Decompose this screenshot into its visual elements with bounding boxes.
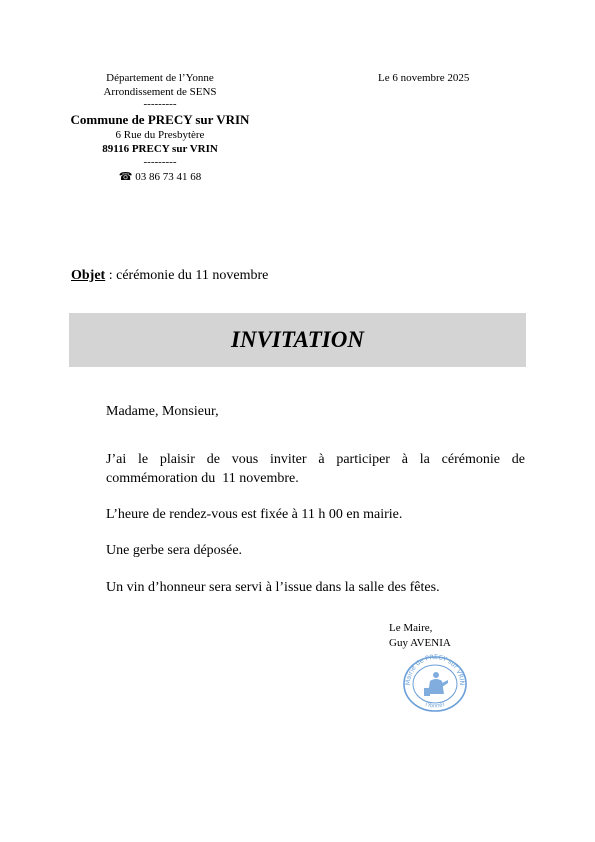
subject-line — [71, 268, 268, 284]
subject-label: Objet — [71, 268, 106, 283]
paragraph-4: Un vin d’honneur sera servi à l’issue dans la salle des fêtes. — [106, 580, 440, 595]
signature-name: Guy AVENIA — [389, 637, 451, 649]
stamp-seal-icon — [400, 654, 470, 714]
letterhead-address-line2: 89116 PRECY sur VRIN — [102, 143, 218, 155]
phone-number: 03 86 73 41 68 — [135, 171, 202, 183]
signature-role: Le Maire, — [389, 622, 433, 634]
subject-text: : cérémonie du 11 novembre — [105, 268, 269, 283]
letterhead-separator-2: --------- — [143, 156, 177, 168]
telephone-icon: ☎ — [118, 170, 133, 183]
greeting: Madame, Monsieur, — [106, 404, 219, 419]
letterhead-department: Département de l’Yonne — [106, 72, 214, 84]
letter-date: Le 6 novembre 2025 — [378, 72, 470, 84]
letterhead-phone — [75, 170, 245, 183]
letterhead-address-line1: 6 Rue du Presbytère — [115, 129, 205, 141]
paragraph-2: L’heure de rendez-vous est fixée à 11 h 00 en mairie. — [106, 507, 403, 522]
paragraph-1-line-1: J’ai le plaisir de vous inviter à participer à la cérémonie de — [106, 452, 525, 467]
letterhead-separator: --------- — [143, 98, 177, 110]
letterhead-arrondissement: Arrondissement de SENS — [103, 86, 217, 98]
stamp-emblem-icon — [424, 672, 448, 696]
stamp-text-top: Mairie de PRECY sur VRIN — [404, 654, 466, 686]
banner-title: INVITATION — [231, 327, 364, 352]
mairie-stamp — [400, 654, 470, 714]
paragraph-3: Une gerbe sera déposée. — [106, 543, 243, 558]
paragraph-1-line-2: commémoration du 11 novembre. — [106, 471, 299, 486]
letterhead-commune: Commune de PRECY sur VRIN — [70, 112, 250, 127]
stamp-text-bottom: (Yonne) — [424, 701, 446, 710]
invitation-banner — [69, 313, 526, 367]
